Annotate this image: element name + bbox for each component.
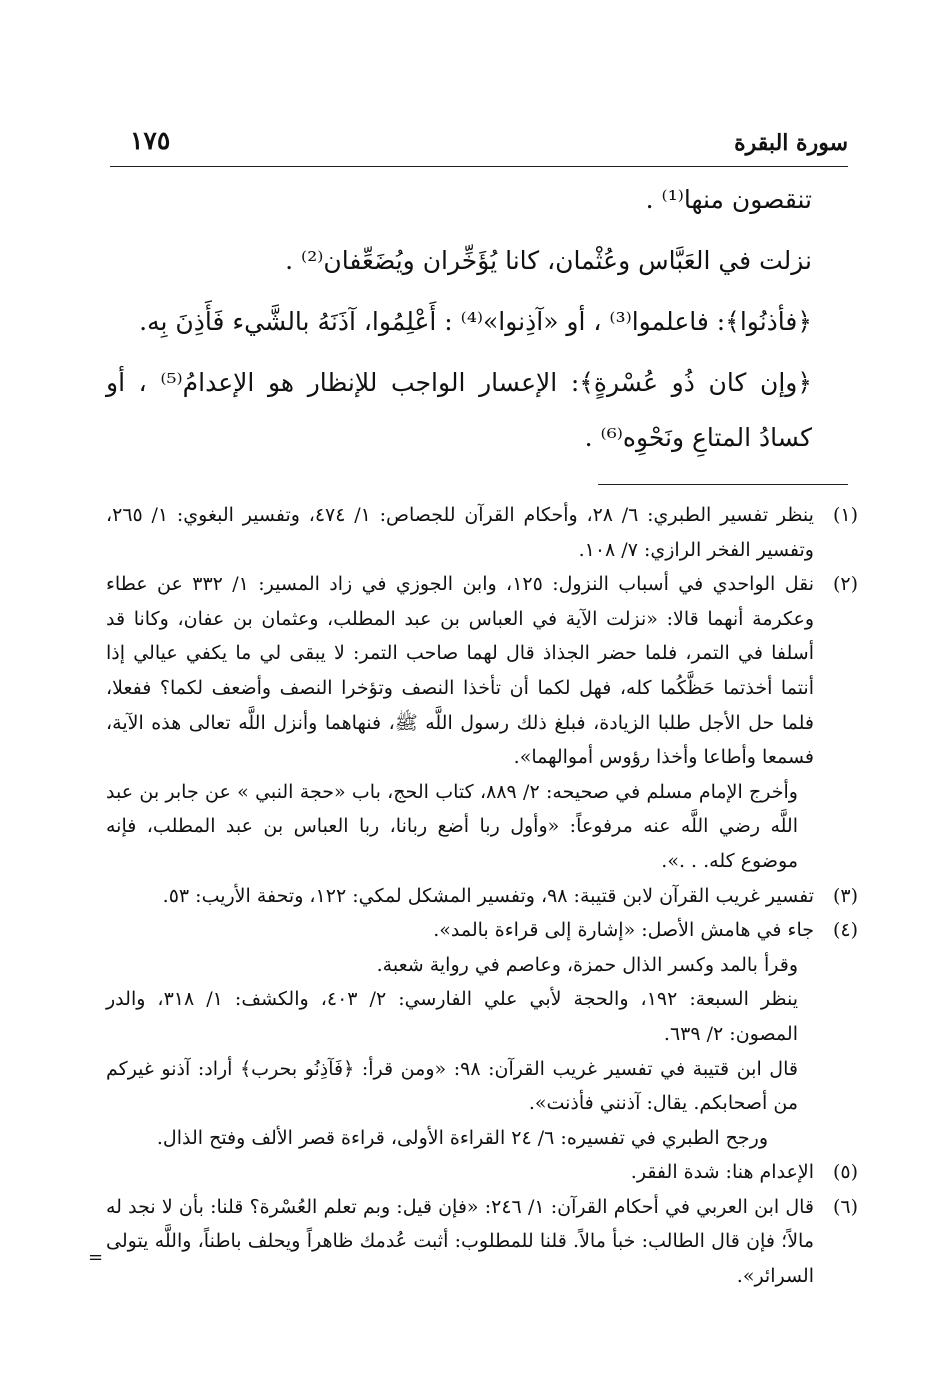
footnote-text: جاء في هامش الأصل: «إشارة إلى قراءة بالمد». <box>433 919 814 942</box>
footnote-text: تفسير غريب القرآن لابن قتيبة: ٩٨، وتفسير المشكل لمكي: ١٢٢، وتحفة الأريب: ٥٣. <box>162 884 814 907</box>
footnote-text: ورجح الطبري في تفسيره: ٦/ ٢٤ القراءة الأولى، قراءة قصر الألف وفتح الذال. <box>156 1126 768 1149</box>
footnote-number: (٣) <box>832 884 858 907</box>
main-text <box>106 172 812 465</box>
footnote <box>106 1190 858 1294</box>
page-header <box>110 124 848 164</box>
main-line: ﴿فأذنُوا﴾: فاعلموا⁽³⁾ ، أو «آذِنوا»⁽⁴⁾ : أَعْلِمُوا، آذَنَهُ بالشَّيء فَأَذِنَ بِه. <box>139 307 812 336</box>
footnote-text: ينظر السبعة: ١٩٢، والحجة لأبي علي الفارسي: ٢/ ٤٠٣، والكشف: ١/ ٣١٨، والدر المصون: ٢/ ٦٣٩. <box>106 988 798 1045</box>
page-number: ١٧٥ <box>130 126 171 155</box>
footnote <box>106 1155 858 1190</box>
footnote-number: (٦) <box>832 1195 858 1218</box>
footnote-text: قال ابن العربي في أحكام القرآن: ١/ ٢٤٦: «فإن قيل: وبم تعلم العُسْرة؟ قلنا: بأن لا نجد له مالاً؛ فإن قال الطالب: خبأ مالاً. قلنا للمطلوب: أثبت عُدمك ظاهراً ويحلف باطناً، واللَّه يتولى السرائر». <box>106 1195 814 1288</box>
main-line: تنقصون منها⁽¹⁾ . <box>645 185 812 214</box>
footnote-number: (٤) <box>832 919 858 942</box>
header-rule <box>110 166 848 167</box>
footnote <box>106 913 858 1155</box>
main-line: ﴿وإن كان ذُو عُسْرةٍ﴾: الإعسار الواجب للإنظار هو الإعدامُ⁽⁵⁾ ، أو كسادُ المتاعِ ونَحْوِه⁽⁶⁾ . <box>106 368 812 452</box>
footnote-number: (٥) <box>832 1161 858 1184</box>
footnote-text: ينظر تفسير الطبري: ٦/ ٢٨، وأحكام القرآن للجصاص: ١/ ٤٧٤، وتفسير البغوي: ١/ ٢٦٥، وتفسير الفخر الرازي: ٧/ ١٠٨. <box>106 504 814 561</box>
footnotes <box>106 498 858 1294</box>
footnote <box>106 567 858 878</box>
main-line: نزلت في العَبَّاس وعُثْمان، كانا يُؤَخِّران ويُضَعِّفان⁽²⁾ . <box>285 246 812 275</box>
footnote-number: (٢) <box>832 573 858 596</box>
footnote-text: الإعدام هنا: شدة الفقر. <box>630 1161 814 1184</box>
footnote-text: وقرأ بالمد وكسر الذال حمزة، وعاصم في رواية شعبة. <box>376 953 798 976</box>
footnote <box>106 879 858 914</box>
footnote <box>106 498 858 567</box>
footnote-separator <box>598 484 848 485</box>
footnote-text: نقل الواحدي في أسباب النزول: ١٢٥، وابن الجوزي في زاد المسير: ١/ ٣٣٢ عن عطاء وعكرمة أنهما قالا: «نزلت الآية في العباس بن عبد المطلب، وعثمان بن عفان، وكانا قد أسلفا في التمر، فلما حضر الجذاذ قال لهما صاحب التمر: لا يبقى لي ما يكفي عيالي إذا أنتما أخذتما حَظَّكُما كله، فهل لكما أن تأخذا النصف وتؤخرا النصف وأضعف لكما؟ ففعلا، فلما حل الأجل طلبا الزيادة، فبلغ ذلك رسول اللَّه ﷺ، فنهاهما وأنزل اللَّه تعالى هذه الآية، فسمعا وأطاعا وأخذا رؤوس أموالهما». <box>106 573 815 769</box>
surah-title: سورة البقرة <box>734 130 848 156</box>
footnote-number: (١) <box>832 504 858 526</box>
footnote-text: وأخرج الإمام مسلم في صحيحه: ٢/ ٨٨٩، كتاب الحج، باب «حجة النبي » عن جابر بن عبد اللَّه رضي اللَّه عنه مرفوعاً: «وأول ربا أضع ربانا، ربا العباس بن عبد المطلب، فإنه موضوع كله. . .». <box>106 780 798 872</box>
margin-mark: = <box>88 1247 104 1268</box>
footnote-text: قال ابن قتيبة في تفسير غريب القرآن: ٩٨: «ومن قرأ: ﴿فَآذِنُو بحرب﴾ أراد: آذنو غيركم من أصحابكم. يقال: آذنني فأذنت». <box>106 1057 798 1115</box>
